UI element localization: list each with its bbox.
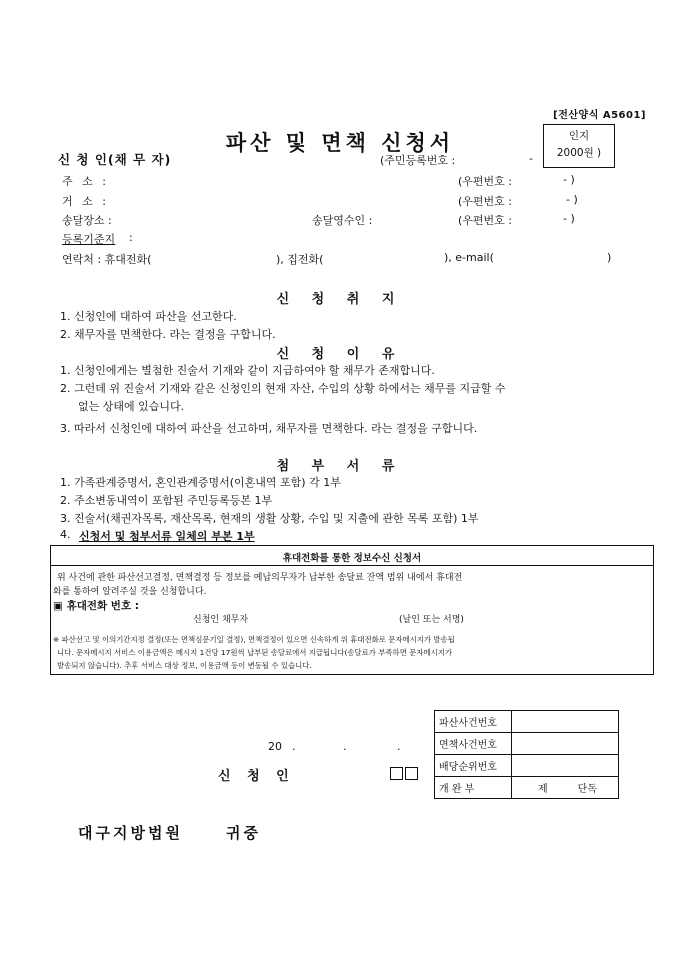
case-number-table <box>434 710 619 799</box>
court-name: 대구지방법원 <box>78 824 183 842</box>
table-row <box>435 777 619 799</box>
date-dot-1: . <box>292 740 296 753</box>
discharge-case-number-label: 면책사건번호 <box>435 733 512 755</box>
domicile-colon: : <box>129 231 133 244</box>
address-postcode-tail: - ) <box>563 173 575 186</box>
notice-signer: 신청인 채무자 <box>193 615 249 625</box>
purpose-item-1: 1. 신청인에 대하여 파산을 선고한다. <box>60 310 237 323</box>
date-year: 20 <box>268 740 282 753</box>
notice-line-2: 화를 통하여 알려주실 것을 신청합니다. <box>53 587 207 597</box>
contact-home-label: ), 집전화( <box>276 253 324 266</box>
mobile-notice-title: 휴대전화를 통한 정보수신 신청서 <box>282 553 422 564</box>
address-postcode-label: (우편번호 : <box>458 175 512 188</box>
bankruptcy-case-number-label: 파산사건번호 <box>435 711 512 733</box>
date-dot-2: . <box>343 740 347 753</box>
attachment-item-2: 2. 주소변동내역이 포함된 주민등록등본 1부 <box>60 494 273 507</box>
open-division-label: 개 완 부 <box>435 777 512 799</box>
reason-item-3: 3. 따라서 신청인에 대하여 파산을 선고하며, 채무자를 면책한다. 라는 결정을 구합니다. <box>60 422 478 435</box>
delivery-postcode-tail: - ) <box>563 212 575 225</box>
mobile-notice-box <box>50 545 654 675</box>
seal-box <box>405 767 418 780</box>
mobile-notice-divider <box>51 565 653 566</box>
seal-box <box>390 767 403 780</box>
attachment-item-1: 1. 가족관계증명서, 혼인관계증명서(이혼내역 포함) 각 1부 <box>60 476 341 489</box>
reason-item-1: 1. 신청인에게는 별첨한 진술서 기재와 같이 지급하여야 할 채무가 존재합니다. <box>60 364 435 377</box>
contact-email-label: ), e-mail( <box>444 251 494 264</box>
purpose-heading: 신 청 취 지 <box>276 292 404 307</box>
applicant-label: 신 청 인(채 무 자) <box>58 152 172 167</box>
reason-item-2-line-1: 2. 그런데 위 진술서 기재와 같은 신청인의 현재 자산, 수입의 상황 하에서는 채무를 지급할 수 <box>60 382 506 395</box>
seal-boxes <box>390 765 420 784</box>
reason-heading: 신 청 이 유 <box>276 347 404 362</box>
notice-sign-hint: (날인 또는 서명) <box>399 615 464 625</box>
residence-postcode-tail: - ) <box>566 193 578 206</box>
contact-mobile-label: 연락처 : 휴대전화( <box>62 253 152 266</box>
attachment-item-3: 3. 진술서(채권자목록, 재산목록, 현재의 생활 상황, 수입 및 지출에 관한 목록 포함) 1부 <box>60 512 479 525</box>
distribution-order-number-label: 배당순위번호 <box>435 755 512 777</box>
mobile-number-label: ▣ 휴대전화 번호 : <box>53 600 139 612</box>
resident-number-dash: - <box>529 152 533 165</box>
reason-item-2-line-2: 없는 상태에 있습니다. <box>78 400 185 413</box>
signature-label: 신 청 인 <box>218 769 295 784</box>
stamp-amount: 2000원 ) <box>556 147 602 159</box>
table-row <box>435 733 619 755</box>
date-dot-3: . <box>397 740 401 753</box>
page-title: 파산 및 면책 신청서 <box>225 131 455 155</box>
domicile-label: 등록기준지 <box>62 233 116 246</box>
open-division-cell <box>512 777 619 799</box>
stamp-label: 인지 <box>568 130 590 142</box>
notice-note-3: 발송되지 않습니다). 추후 서비스 대상 정보, 이용금액 등이 변동될 수 있습니다. <box>57 661 312 670</box>
table-row <box>435 711 619 733</box>
form-code: [전산양식 A5601] <box>553 110 646 121</box>
contact-close: ) <box>607 251 612 264</box>
revenue-stamp-box <box>543 124 615 168</box>
attachment-item-4-number: 4. <box>60 528 71 541</box>
notice-line-1: 위 사건에 관한 파산선고결정, 면책결정 등 정보를 예납의무자가 납부한 송달료 잔액 범위 내에서 휴대전 <box>57 573 463 583</box>
attachment-item-4: 신청서 및 첨부서류 일체의 부본 1부 <box>79 530 255 543</box>
purpose-item-2: 2. 채무자를 면책한다. 라는 결정을 구합니다. <box>60 328 276 341</box>
distribution-order-number-cell <box>512 755 619 777</box>
open-division-end: 단독 <box>577 784 597 795</box>
attachments-heading: 첨 부 서 류 <box>276 459 404 474</box>
bankruptcy-case-number-cell <box>512 711 619 733</box>
notice-note-1: ※ 파산선고 및 이의기간지정 결정(또는 면책심문기일 결정), 면책결정이 있으면 신속하게 위 휴대전화로 문자메시지가 발송됩 <box>53 635 455 644</box>
discharge-case-number-cell <box>512 733 619 755</box>
resident-number-label: (주민등록번호 : <box>380 154 456 167</box>
delivery-place-label: 송달장소 : <box>62 214 112 227</box>
table-row <box>435 755 619 777</box>
delivery-postcode-label: (우편번호 : <box>458 214 512 227</box>
residence-postcode-label: (우편번호 : <box>458 195 512 208</box>
delivery-recipient-label: 송달영수인 : <box>312 214 373 227</box>
court-suffix: 귀중 <box>226 824 261 842</box>
address-label: 주 소 : <box>62 175 109 188</box>
notice-note-2: 니다. 문자메시지 서비스 이용금액은 메시지 1건당 17원씩 납부된 송달료에서 지급됩니다(송달료가 부족하면 문자메시지가 <box>57 648 453 657</box>
residence-label: 거 소 : <box>62 195 109 208</box>
open-division-mid: 제 <box>538 784 548 795</box>
